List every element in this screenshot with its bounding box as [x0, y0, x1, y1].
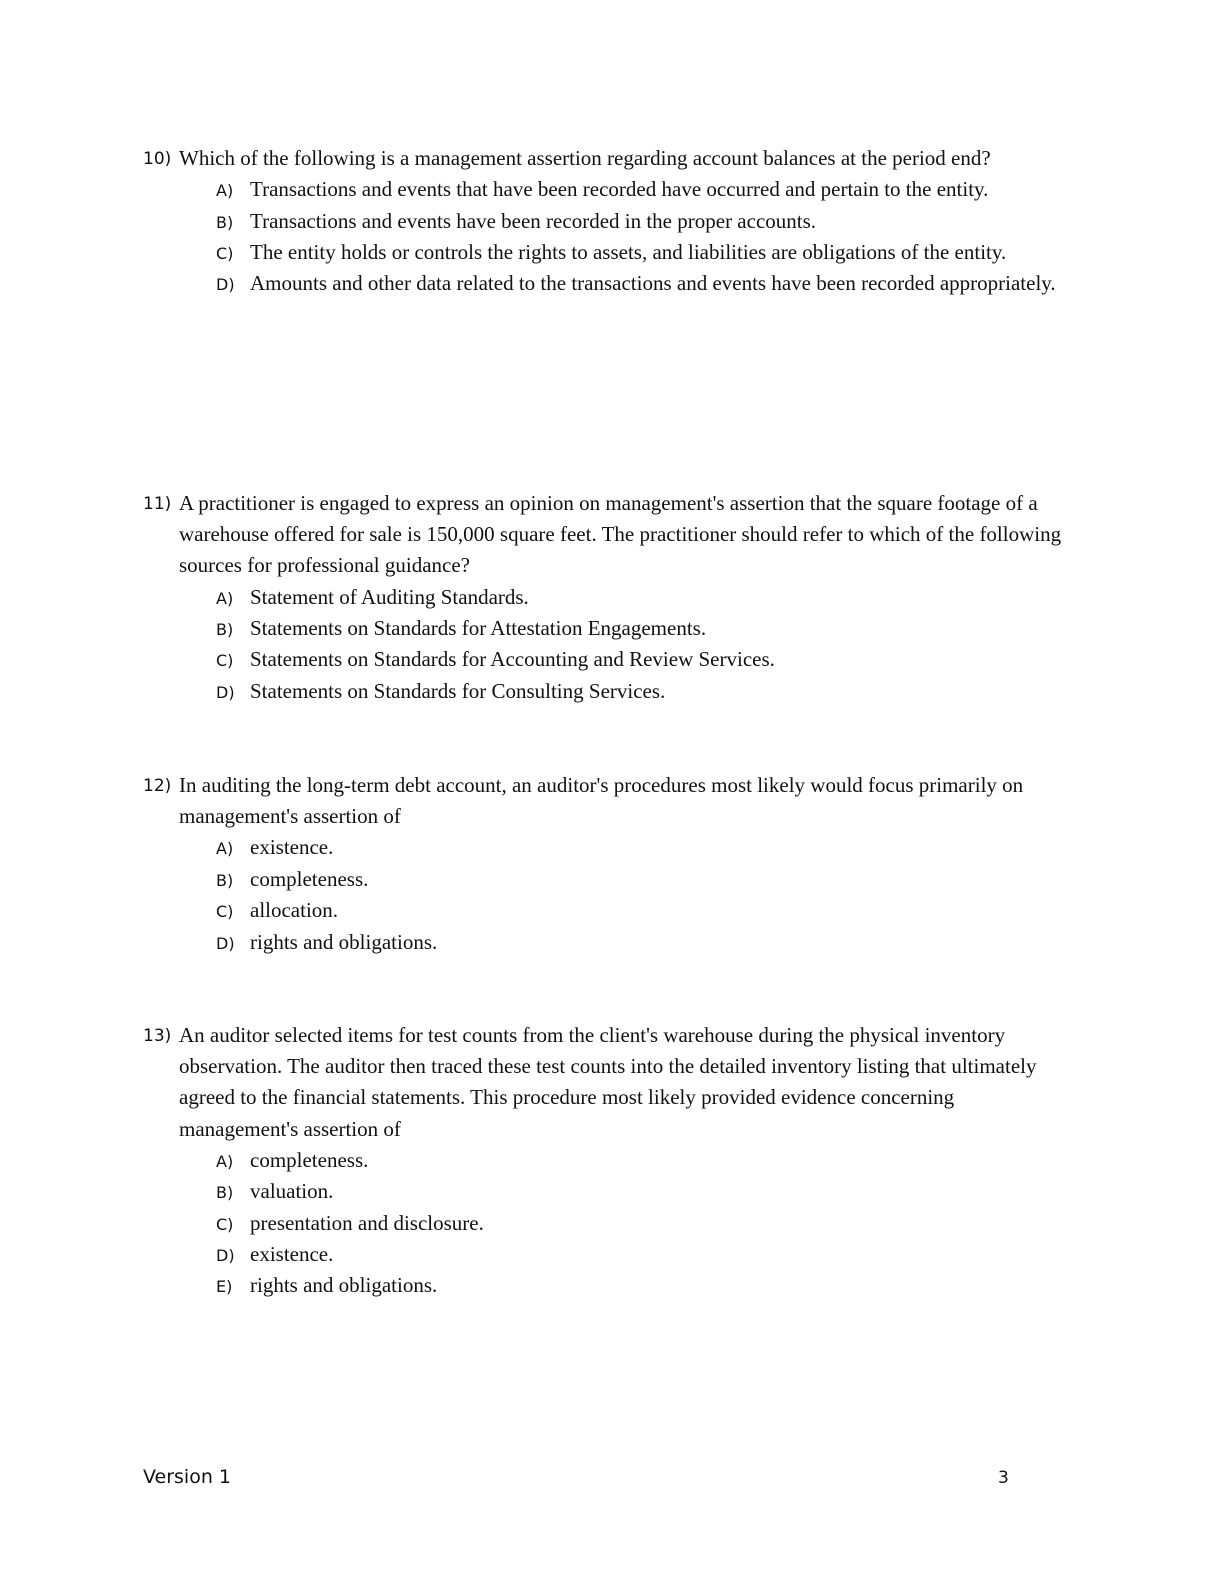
answer-option-c: [143, 237, 1073, 268]
answer-option-c: [143, 1208, 1073, 1239]
answer-option-d: [143, 927, 1073, 958]
answer-options: [143, 1145, 1073, 1302]
question-stem: [143, 143, 1073, 174]
option-letter: A): [216, 1151, 234, 1171]
question-number: 11): [143, 494, 172, 514]
option-letter: B): [216, 870, 234, 890]
answer-option-c: [143, 895, 1073, 926]
answer-options: [143, 582, 1073, 708]
answer-options: [143, 174, 1073, 300]
question-text: A practitioner is engaged to express an opinion on management's assertion that the square footage of a warehouse offered for sale is 150,000 square feet. The practitioner should refer to which of the following sources for professional guidance?: [179, 491, 1062, 578]
option-text: existence.: [250, 835, 334, 860]
question-text: An auditor selected items for test counts from the client's warehouse during the physical inventory observation. The auditor then traced these test counts into the detailed inventory listing that ultimately agreed to the financial statements. This procedure most likely provided evidence concerning management's assertion of: [179, 1023, 1037, 1141]
answer-option-b: [143, 613, 1073, 644]
answer-option-b: [143, 1176, 1073, 1207]
answer-option-c: [143, 644, 1073, 675]
question-number: 12): [143, 776, 172, 796]
option-letter: A): [216, 588, 234, 608]
option-text: valuation.: [250, 1179, 334, 1204]
page-number: 3: [998, 1468, 1009, 1488]
answer-option-a: [143, 1145, 1073, 1176]
footer-version: Version 1: [143, 1466, 231, 1488]
option-letter: D): [216, 682, 235, 702]
answer-option-e: [143, 1270, 1073, 1301]
option-letter: A): [216, 181, 234, 201]
question-text: In auditing the long-term debt account, an auditor's procedures most likely would focus primarily on management's assertion of: [179, 773, 1024, 829]
question-number: 10): [143, 149, 172, 169]
answer-option-b: [143, 864, 1073, 895]
question-10: [143, 143, 1073, 300]
option-text: Transactions and events that have been recorded have occurred and pertain to the entity.: [250, 177, 989, 202]
answer-option-d: [143, 1239, 1073, 1270]
option-text: Statement of Auditing Standards.: [250, 584, 529, 609]
answer-option-d: [143, 676, 1073, 707]
option-letter: C): [216, 902, 234, 922]
option-text: Statements on Standards for Accounting and Review Services.: [250, 647, 775, 672]
option-text: completeness.: [250, 866, 369, 891]
answer-option-b: [143, 206, 1073, 237]
option-letter: B): [216, 620, 234, 640]
answer-option-d: [143, 268, 1073, 299]
option-letter: C): [216, 651, 234, 671]
question-text: Which of the following is a management assertion regarding account balances at the period end?: [179, 146, 991, 170]
option-letter: D): [216, 1246, 235, 1266]
question-stem: [143, 1020, 1073, 1145]
answer-option-a: [143, 832, 1073, 863]
question-12: [143, 770, 1073, 958]
answer-option-a: [143, 582, 1073, 613]
option-letter: D): [216, 275, 235, 295]
option-letter: B): [216, 212, 234, 232]
question-stem: [143, 770, 1073, 832]
question-stem: [143, 488, 1073, 582]
option-letter: C): [216, 244, 234, 264]
option-letter: D): [216, 933, 235, 953]
question-number: 13): [143, 1026, 172, 1046]
option-letter: A): [216, 839, 234, 859]
option-text: Statements on Standards for Consulting Services.: [250, 678, 666, 703]
option-text: Transactions and events have been recorded in the proper accounts.: [250, 208, 817, 233]
option-text: completeness.: [250, 1147, 369, 1172]
answer-options: [143, 832, 1073, 958]
option-text: allocation.: [250, 898, 339, 923]
option-text: existence.: [250, 1242, 334, 1267]
question-11: [143, 488, 1073, 707]
option-letter: B): [216, 1183, 234, 1203]
option-text: Statements on Standards for Attestation Engagements.: [250, 616, 707, 641]
option-text: Amounts and other data related to the transactions and events have been recorded appropriately.: [250, 271, 1056, 296]
option-text: rights and obligations.: [250, 1273, 438, 1298]
question-13: [143, 1020, 1073, 1302]
answer-option-a: [143, 174, 1073, 205]
option-text: presentation and disclosure.: [250, 1210, 484, 1235]
option-letter: C): [216, 1214, 234, 1234]
option-text: The entity holds or controls the rights to assets, and liabilities are obligations of the entity.: [250, 240, 1007, 265]
option-text: rights and obligations.: [250, 929, 438, 954]
option-letter: E): [216, 1277, 233, 1297]
